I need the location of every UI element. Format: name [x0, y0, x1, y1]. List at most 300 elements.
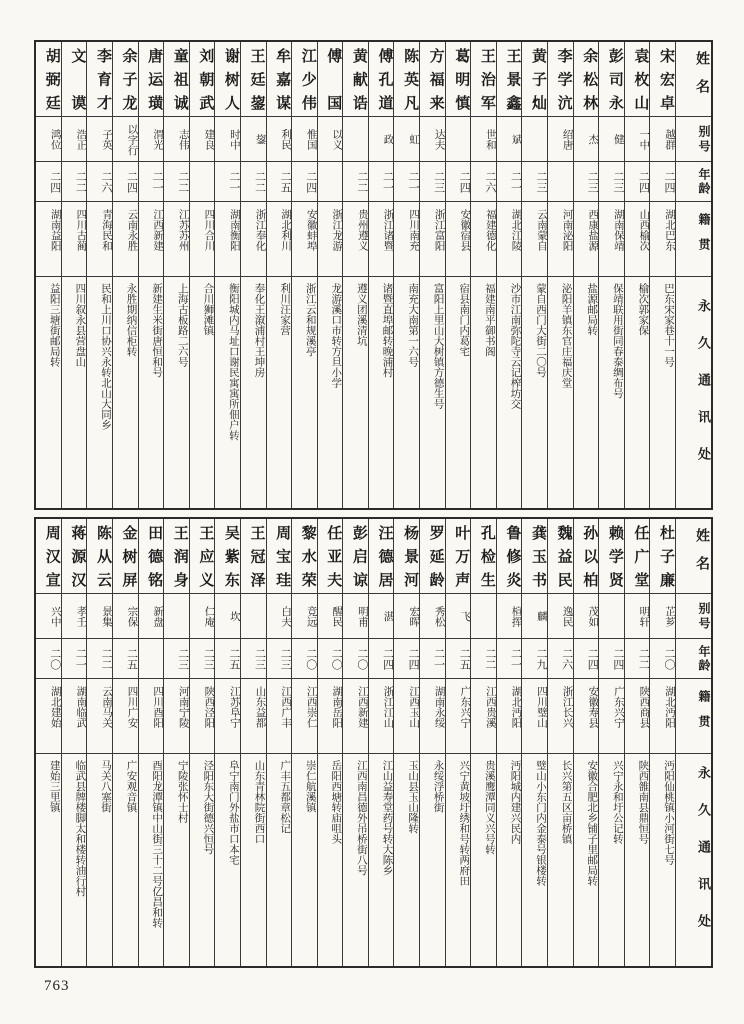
- entry-alias: 世和: [471, 117, 496, 162]
- entry-address: 山东青林院街西口: [253, 760, 265, 844]
- entry-alias: 斌: [497, 117, 522, 162]
- entry-column: [624, 519, 650, 966]
- entry-native-place: 云南马关: [87, 679, 112, 754]
- entry-age: 二三: [522, 162, 547, 202]
- entry-native-place: 陕西商县: [625, 679, 650, 754]
- entry-alias: 时中: [215, 117, 240, 162]
- entry-native-place: 湖南益阳: [36, 202, 61, 277]
- header-address: 永久通讯处: [696, 766, 711, 951]
- entry-alias: 杰: [574, 117, 599, 162]
- entry-alias: 越群: [650, 117, 675, 162]
- entry-native-place: 浙江诸暨: [369, 202, 394, 277]
- entry-address: 利川汪家营: [279, 283, 291, 336]
- entry-alias: 宗保: [113, 594, 138, 639]
- entry-address: 广安观音镇: [125, 760, 137, 813]
- entry-address: 益阳三塘街邮局转: [48, 283, 60, 367]
- entry-age: 二二: [343, 162, 368, 202]
- entry-name: 周宝珪: [267, 519, 292, 594]
- entry-column: [624, 42, 650, 508]
- entry-alias: 鋆: [241, 117, 266, 162]
- entry-age: 二〇: [343, 639, 368, 679]
- entry-name: 黄子灿: [522, 42, 547, 117]
- entry-native-place: 湖南临武: [62, 679, 87, 754]
- entry-age: 二六: [87, 162, 112, 202]
- entry-native-place: 江西贵溪: [471, 679, 496, 754]
- entry-alias: 仁庵: [190, 594, 215, 639]
- entry-alias: 宏晖: [394, 594, 419, 639]
- entry-alias: 一中: [625, 117, 650, 162]
- entry-age: 二二: [87, 639, 112, 679]
- entry-age: [548, 162, 573, 202]
- entry-native-place: 浙江龙游: [318, 202, 343, 277]
- table-header-column-top: [675, 42, 711, 508]
- entry-address: 安徽合肥北乡铺子里邮局转: [586, 760, 598, 886]
- entry-address: 泾阳东大街德兴恒号: [202, 760, 214, 855]
- entry-native-place: 安徽寿县: [574, 679, 599, 754]
- entry-alias: 绍唐: [548, 117, 573, 162]
- entry-name: 彭司永: [599, 42, 624, 117]
- entry-alias: 湛: [369, 594, 394, 639]
- entry-native-place: 河南泌阳: [548, 202, 573, 277]
- entry-column: [240, 42, 266, 508]
- entry-column: [368, 519, 394, 966]
- entry-age: 二四: [599, 639, 624, 679]
- entry-native-place: 四川古蔺: [62, 202, 87, 277]
- entry-column: [496, 519, 522, 966]
- entry-age: 二一: [420, 639, 445, 679]
- entry-alias: [522, 117, 547, 162]
- entry-native-place: 云南蒙自: [522, 202, 547, 277]
- entry-native-place: 江西广丰: [267, 679, 292, 754]
- entry-column: [138, 42, 164, 508]
- entry-age: [318, 162, 343, 202]
- entry-native-place: 湖南衡阳: [215, 202, 240, 277]
- entry-age: 二四: [292, 162, 317, 202]
- header-name: 姓名: [676, 519, 711, 594]
- entry-address: 民和上川口协兴永转北山大同乡: [99, 283, 111, 430]
- entry-native-place: 浙江江山: [369, 679, 394, 754]
- entry-native-place: 四川璧山: [522, 679, 547, 754]
- entry-alias: 利民: [267, 117, 292, 162]
- entry-address: 宿县南门内葛宅: [458, 283, 470, 357]
- entry-name: 江少伟: [292, 42, 317, 117]
- entry-name: 金树屏: [113, 519, 138, 594]
- entry-native-place: 山西榆次: [625, 202, 650, 277]
- entry-age: 二一: [62, 639, 87, 679]
- entry-column: [342, 42, 368, 508]
- entry-age: 二三: [190, 639, 215, 679]
- header-name: 姓名: [676, 42, 711, 117]
- entry-address: 酉阳龙潭镇中山街三十二号亿昌和转: [151, 760, 163, 928]
- entry-alias: 志伟: [164, 117, 189, 162]
- table-header-column-bottom: [675, 519, 711, 966]
- entry-address: 四川叙永县营盘山: [74, 283, 86, 367]
- entry-name: 王冠泽: [241, 519, 266, 594]
- entry-address: 遵义团溪清坑: [355, 283, 367, 346]
- entry-name: 傅国: [318, 42, 343, 117]
- entry-address: 阜宁南门外盐市口本宅: [227, 760, 239, 865]
- entry-native-place: 湖北利川: [267, 202, 292, 277]
- entry-name: 李育才: [87, 42, 112, 117]
- entry-column: [189, 519, 215, 966]
- entry-address: 长兴第五区亩桥镇: [560, 760, 572, 844]
- entry-alias: 政: [369, 117, 394, 162]
- entry-alias: 醒民: [318, 594, 343, 639]
- entry-age: 二五: [267, 162, 292, 202]
- entry-address: 诸暨直埠邮转晚浦村: [381, 283, 393, 378]
- entry-address: 福建南平御书阁: [483, 283, 495, 357]
- entry-age: [190, 162, 215, 202]
- entry-address: 临武县牌楼脚太和楼转油行村: [74, 760, 86, 897]
- entry-column: [521, 519, 547, 966]
- entry-address: 巴东宋家巷十一号: [663, 283, 674, 367]
- entry-address: 陕西雒南县鼎恒号: [637, 760, 649, 844]
- entry-alias: [343, 117, 368, 162]
- entry-native-place: 福建德化: [471, 202, 496, 277]
- entry-alias: 以义: [318, 117, 343, 162]
- entry-name: 汪德居: [369, 519, 394, 594]
- entry-column: [368, 42, 394, 508]
- entry-column: [393, 519, 419, 966]
- entry-name: 蒋源汉: [62, 519, 87, 594]
- entry-age: 二一: [497, 639, 522, 679]
- entry-age: 二六: [471, 162, 496, 202]
- entry-age: 二五: [215, 639, 240, 679]
- entry-address: 沔阳城内建兴民内: [509, 760, 521, 844]
- entry-age: 二四: [446, 162, 471, 202]
- entry-name: 孙以柏: [574, 519, 599, 594]
- entry-alias: 惟国: [292, 117, 317, 162]
- entry-alias: [471, 594, 496, 639]
- entry-column: [342, 519, 368, 966]
- entry-column: [163, 42, 189, 508]
- entry-native-place: 青海民和: [87, 202, 112, 277]
- entry-age: 二九: [522, 639, 547, 679]
- entry-address: 璧山小东门内金泰号银楼转: [535, 760, 547, 886]
- entry-age: 二三: [164, 639, 189, 679]
- page-number: 763: [44, 978, 70, 994]
- directory-table-top: [34, 40, 713, 510]
- entry-address: 岳阳西塘转庙咀头: [330, 760, 342, 844]
- entry-name: 牟嘉谋: [267, 42, 292, 117]
- directory-table-bottom: [34, 517, 713, 968]
- entry-column: [240, 519, 266, 966]
- entry-name: 童祖诚: [164, 42, 189, 117]
- entry-native-place: 湖南岳阳: [318, 679, 343, 754]
- entry-address: 永绥浮桥街: [432, 760, 444, 813]
- entry-alias: 飞: [446, 594, 471, 639]
- entry-column: [61, 519, 87, 966]
- entry-age: 二二: [62, 162, 87, 202]
- entry-alias: 新盘: [139, 594, 164, 639]
- entry-native-place: 湖南永绥: [420, 679, 445, 754]
- entry-age: 二三: [574, 162, 599, 202]
- entry-name: 任广堂: [625, 519, 650, 594]
- entry-column: [445, 519, 471, 966]
- entry-native-place: 湖北江陵: [497, 202, 522, 277]
- entry-native-place: 湖北沔阳: [497, 679, 522, 754]
- entry-name: 方福来: [420, 42, 445, 117]
- entry-native-place: 安徽蚌埠: [292, 202, 317, 277]
- entry-alias: 以字行: [113, 117, 138, 162]
- entry-native-place: 江西新建: [139, 202, 164, 277]
- entry-name: 余松林: [574, 42, 599, 117]
- entry-address: 奉化王溆浦村王坤房: [253, 283, 265, 378]
- entry-name: 宋宏卓: [650, 42, 675, 117]
- entry-column: [419, 42, 445, 508]
- entry-address: 崇仁航溪镇: [304, 760, 316, 813]
- entry-name: 彭启谅: [343, 519, 368, 594]
- entry-name: 赖学贤: [599, 519, 624, 594]
- entry-address: 泌阳羊镇东官庄福庆堂: [560, 283, 572, 388]
- entry-name: 魏益民: [548, 519, 573, 594]
- entry-name: 王润身: [164, 519, 189, 594]
- entry-age: 二一: [369, 162, 394, 202]
- entry-native-place: 陕西泾阳: [190, 679, 215, 754]
- entry-name: 王景鑫: [497, 42, 522, 117]
- entry-name: 杜子廉: [650, 519, 675, 594]
- entry-alias: [164, 594, 189, 639]
- entry-age: 二〇: [36, 639, 61, 679]
- entry-age: 二三: [420, 162, 445, 202]
- entry-address: 浙江云和规溪亭: [304, 283, 316, 357]
- entry-alias: 白夫: [267, 594, 292, 639]
- entry-column: [547, 42, 573, 508]
- entry-column: [521, 42, 547, 508]
- entry-native-place: 四川广安: [113, 679, 138, 754]
- entry-age: 二一: [394, 162, 419, 202]
- entry-address: 蒙自西门大街二〇号: [535, 283, 547, 378]
- entry-address: 马关八塞街: [99, 760, 111, 813]
- entry-native-place: 江西崇仁: [292, 679, 317, 754]
- entry-address: 建始三里镇: [48, 760, 60, 813]
- header-native: 籍贯: [676, 679, 711, 754]
- entry-address: 兴宁永和圩公记转: [611, 760, 623, 844]
- entry-name: 黎水荣: [292, 519, 317, 594]
- entry-address: 江山益寿堂药号转大陈乡: [381, 760, 393, 876]
- entry-native-place: 山东益都: [241, 679, 266, 754]
- header-address: 永久通讯处: [696, 298, 711, 484]
- entry-native-place: 浙江奉化: [241, 202, 266, 277]
- entry-native-place: 湖南保靖: [599, 202, 624, 277]
- entry-name: 陈英凡: [394, 42, 419, 117]
- entry-column: [214, 42, 240, 508]
- entry-address: 宁陵张怀士村: [176, 760, 188, 823]
- entry-column: [470, 519, 496, 966]
- entry-column: [266, 519, 292, 966]
- entry-alias: 虹: [394, 117, 419, 162]
- entry-native-place: 云南永胜: [113, 202, 138, 277]
- entry-name: 葛明慎: [446, 42, 471, 117]
- entry-native-place: 江苏苏州: [164, 202, 189, 277]
- entry-age: 二一: [215, 162, 240, 202]
- entry-address: 永胜期纳信柜转: [125, 283, 137, 357]
- entry-age: 二四: [36, 162, 61, 202]
- entry-column: [61, 42, 87, 508]
- entry-native-place: 湖北建始: [36, 679, 61, 754]
- entry-name: 田德铭: [139, 519, 164, 594]
- entry-name: 孔检生: [471, 519, 496, 594]
- entry-column: [266, 42, 292, 508]
- entry-address: 合川狮滩镇: [202, 283, 214, 336]
- entry-native-place: 浙江富阳: [420, 202, 445, 277]
- entry-address: 龙游溪口市转方旦小学: [330, 283, 342, 388]
- entry-name: 杨景河: [394, 519, 419, 594]
- entry-column: [36, 42, 61, 508]
- entry-alias: 楦挥: [497, 594, 522, 639]
- entry-native-place: 广东兴宁: [446, 679, 471, 754]
- entry-native-place: 四川合川: [190, 202, 215, 277]
- entry-column: [573, 519, 599, 966]
- entry-address: 玉山县玉山隆转: [407, 760, 419, 834]
- entry-column: [496, 42, 522, 508]
- entry-age: 二一: [139, 162, 164, 202]
- entry-age: 二二: [164, 162, 189, 202]
- entry-address: 南充大南第一六号: [407, 283, 419, 367]
- entry-native-place: 湖北巴东: [650, 202, 675, 277]
- entry-name: 黄献诰: [343, 42, 368, 117]
- entry-age: 二六: [548, 639, 573, 679]
- entry-age: 二四: [113, 162, 138, 202]
- entry-native-place: 广东兴宁: [599, 679, 624, 754]
- header-age: 年龄: [676, 639, 711, 679]
- entry-column: [36, 519, 61, 966]
- entry-native-place: 四川酉阳: [139, 679, 164, 754]
- entry-alias: 达夫: [420, 117, 445, 162]
- entry-native-place: 浙江长兴: [548, 679, 573, 754]
- entry-column: [649, 42, 675, 508]
- header-alias: 别号: [676, 594, 711, 639]
- entry-alias: 明轩: [625, 594, 650, 639]
- entry-name: 唐运璜: [139, 42, 164, 117]
- entry-native-place: 河南宁陵: [164, 679, 189, 754]
- entry-address: 广丰五都章松记: [279, 760, 291, 834]
- entry-alias: [446, 117, 471, 162]
- entry-name: 罗延龄: [420, 519, 445, 594]
- entry-age: 二二: [471, 639, 496, 679]
- entry-address: 贵溪鹰潭同义兴号转: [483, 760, 495, 855]
- entry-age: 二〇: [650, 639, 675, 679]
- entry-name: 王应义: [190, 519, 215, 594]
- entry-native-place: 江西新建: [343, 679, 368, 754]
- entry-column: [189, 42, 215, 508]
- entry-column: [547, 519, 573, 966]
- entry-alias: 竞远: [292, 594, 317, 639]
- entry-age: 二四: [625, 162, 650, 202]
- entry-column: [214, 519, 240, 966]
- entry-address: 江西南昌德外吊桥街八号: [355, 760, 367, 876]
- entry-name: 傅孔道: [369, 42, 394, 117]
- entry-age: 二四: [369, 639, 394, 679]
- entry-alias: 兴中: [36, 594, 61, 639]
- entry-column: [445, 42, 471, 508]
- entry-column: [163, 519, 189, 966]
- entry-age: [139, 639, 164, 679]
- entry-age: 二一: [497, 162, 522, 202]
- entry-name: 李学沆: [548, 42, 573, 117]
- entry-column: [112, 519, 138, 966]
- entry-age: 二二: [241, 162, 266, 202]
- entry-alias: 逸民: [548, 594, 573, 639]
- entry-alias: 茂如: [574, 594, 599, 639]
- entry-age: 二五: [113, 639, 138, 679]
- entry-alias: [599, 594, 624, 639]
- entry-alias: 渭光: [139, 117, 164, 162]
- entry-age: 二三: [241, 639, 266, 679]
- entry-age: 二四: [574, 639, 599, 679]
- entry-column: [86, 42, 112, 508]
- entry-name: 王廷鋆: [241, 42, 266, 117]
- entry-address: 兴宁黄坡圩绣和号转两府田: [458, 760, 470, 886]
- entry-age: 二四: [394, 639, 419, 679]
- entry-address: 富阳上里山大树镇方德生号: [432, 283, 444, 409]
- entry-age: 二五: [446, 639, 471, 679]
- entry-name: 鲁修炎: [497, 519, 522, 594]
- entry-alias: 芷芗: [650, 594, 675, 639]
- entry-alias: 景集: [87, 594, 112, 639]
- entry-name: 任亚夫: [318, 519, 343, 594]
- entry-column: [470, 42, 496, 508]
- entry-column: [138, 519, 164, 966]
- entry-name: 余子龙: [113, 42, 138, 117]
- entry-age: 二〇: [292, 639, 317, 679]
- entry-address: 衡阳城内马址口谢民寓寓所佃户转: [227, 283, 239, 441]
- entry-column: [291, 519, 317, 966]
- entry-name: 文谟: [62, 42, 87, 117]
- entry-name: 周汉宣: [36, 519, 61, 594]
- entry-name: 王治军: [471, 42, 496, 117]
- entry-name: 吴紫东: [215, 519, 240, 594]
- entry-alias: 子英: [87, 117, 112, 162]
- entry-age: 二〇: [318, 639, 343, 679]
- entry-native-place: 四川南充: [394, 202, 419, 277]
- entry-name: 胡弼廷: [36, 42, 61, 117]
- entry-native-place: 安徽宿县: [446, 202, 471, 277]
- entry-address: 沙市江南弥陀寺云记榨坊交: [509, 283, 521, 409]
- entry-name: 刘朝武: [190, 42, 215, 117]
- entry-alias: 孝壬: [62, 594, 87, 639]
- entry-column: [317, 519, 343, 966]
- entry-column: [598, 42, 624, 508]
- entry-native-place: 湖北沔阳: [650, 679, 675, 754]
- entry-age: 二三: [267, 639, 292, 679]
- header-native: 籍贯: [676, 202, 711, 277]
- entry-alias: 鸿位: [36, 117, 61, 162]
- header-alias: 别号: [676, 117, 711, 162]
- entry-age: 二二: [625, 639, 650, 679]
- entry-address: 保靖联用街同春泰绸布号: [611, 283, 623, 399]
- entry-name: 陈从云: [87, 519, 112, 594]
- entry-address: 盐源邮局转: [586, 283, 598, 336]
- entry-alias: 浩正: [62, 117, 87, 162]
- entry-column: [393, 42, 419, 508]
- entry-alias: [241, 594, 266, 639]
- entry-native-place: 贵州遵义: [343, 202, 368, 277]
- entry-age: 二四: [650, 162, 675, 202]
- entry-column: [112, 42, 138, 508]
- entry-name: 龚玉书: [522, 519, 547, 594]
- entry-alias: 麟: [522, 594, 547, 639]
- entry-name: 叶万声: [446, 519, 471, 594]
- entry-column: [649, 519, 675, 966]
- entry-column: [317, 42, 343, 508]
- entry-native-place: 西康盐源: [574, 202, 599, 277]
- entry-name: 袁枚山: [625, 42, 650, 117]
- entry-alias: 明甫: [343, 594, 368, 639]
- entry-native-place: 江苏阜宁: [215, 679, 240, 754]
- entry-column: [419, 519, 445, 966]
- entry-alias: 建良: [190, 117, 215, 162]
